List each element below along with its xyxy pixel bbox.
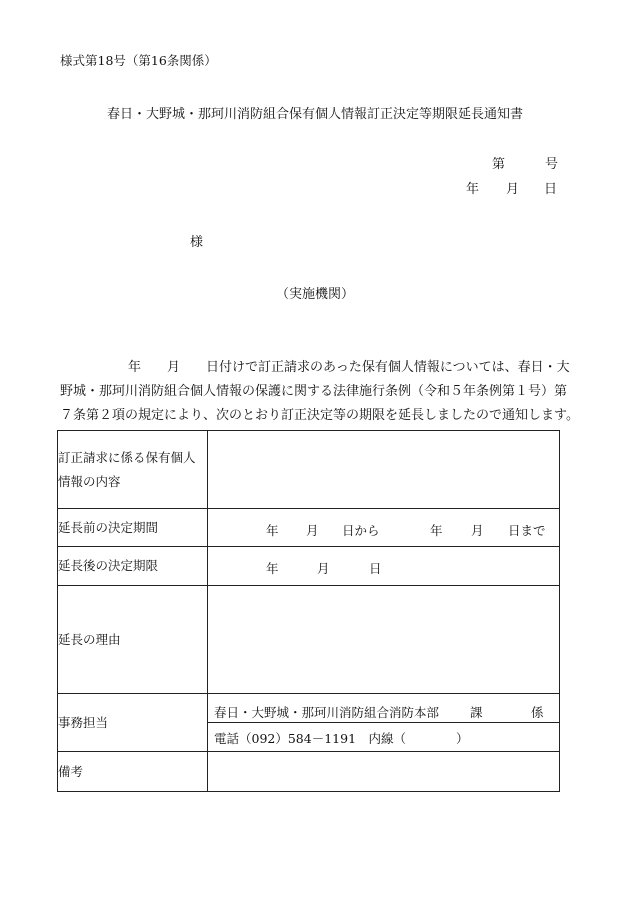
contact-phone: 電話（092）584－1191 内線（ ） (214, 731, 469, 746)
period-end-day: 日まで (508, 522, 546, 538)
issue-date (466, 183, 557, 196)
remarks-value[interactable] (208, 752, 560, 792)
period-end-year: 年 (430, 522, 443, 538)
period-start-month: 月 (306, 522, 319, 538)
date-day: 日 (543, 182, 557, 197)
contact-value (208, 694, 560, 752)
notice-body (60, 356, 580, 428)
body-line-3: ７条第２項の規定により、次のとおり訂正決定等の期限を延長しましたので通知します。 (60, 408, 579, 423)
table-row (58, 752, 560, 792)
extension-reason-label: 延長の理由 (58, 586, 208, 694)
contact-section: 課 (470, 705, 483, 720)
period-start-year: 年 (266, 522, 279, 538)
notice-table (57, 430, 560, 792)
table-row (58, 431, 560, 509)
table-row (58, 547, 560, 586)
addressee: 様 (190, 235, 204, 250)
date-month: 月 (505, 182, 519, 197)
extension-reason-value[interactable] (208, 586, 560, 694)
contact-label: 事務担当 (58, 694, 208, 752)
period-before-value[interactable] (208, 509, 560, 547)
document-number (492, 158, 558, 171)
deadline-year: 年 (266, 561, 279, 576)
table-row (58, 509, 560, 547)
deadline-after-label: 延長後の決定期限 (58, 547, 208, 586)
implementing-agency: （実施機関） (275, 287, 354, 302)
document-title: 春日・大野城・那珂川消防組合保有個人情報訂正決定等期限延長通知書 (106, 107, 523, 122)
deadline-day: 日 (369, 561, 382, 576)
body-line-2: 野城・那珂川消防組合個人情報の保護に関する法律施行条例（令和５年条例第１号）第 (60, 384, 568, 399)
content-label-line2: 情報の内容 (58, 473, 121, 489)
table-row (58, 586, 560, 694)
form-number: 様式第18号（第16条関係） (60, 53, 217, 68)
remarks-label: 備考 (58, 752, 208, 792)
period-before-label: 延長前の決定期間 (58, 509, 208, 547)
content-label (58, 431, 208, 509)
deadline-after-value[interactable] (208, 547, 560, 586)
deadline-month: 月 (317, 561, 330, 576)
number-prefix: 第 (491, 157, 505, 172)
content-value[interactable] (208, 431, 560, 509)
body-line-1: 年 月 日付けで訂正請求のあった保有個人情報については、春日・大 (128, 360, 570, 375)
period-end-month: 月 (471, 522, 484, 538)
period-start-day: 日から (342, 522, 380, 538)
date-year: 年 (465, 182, 479, 197)
number-suffix: 号 (544, 157, 558, 172)
contact-department: 春日・大野城・那珂川消防組合消防本部 (214, 705, 440, 720)
content-label-line1: 訂正請求に係る保有個人 (58, 449, 196, 465)
table-row (58, 694, 560, 752)
contact-subsection: 係 (531, 705, 544, 720)
